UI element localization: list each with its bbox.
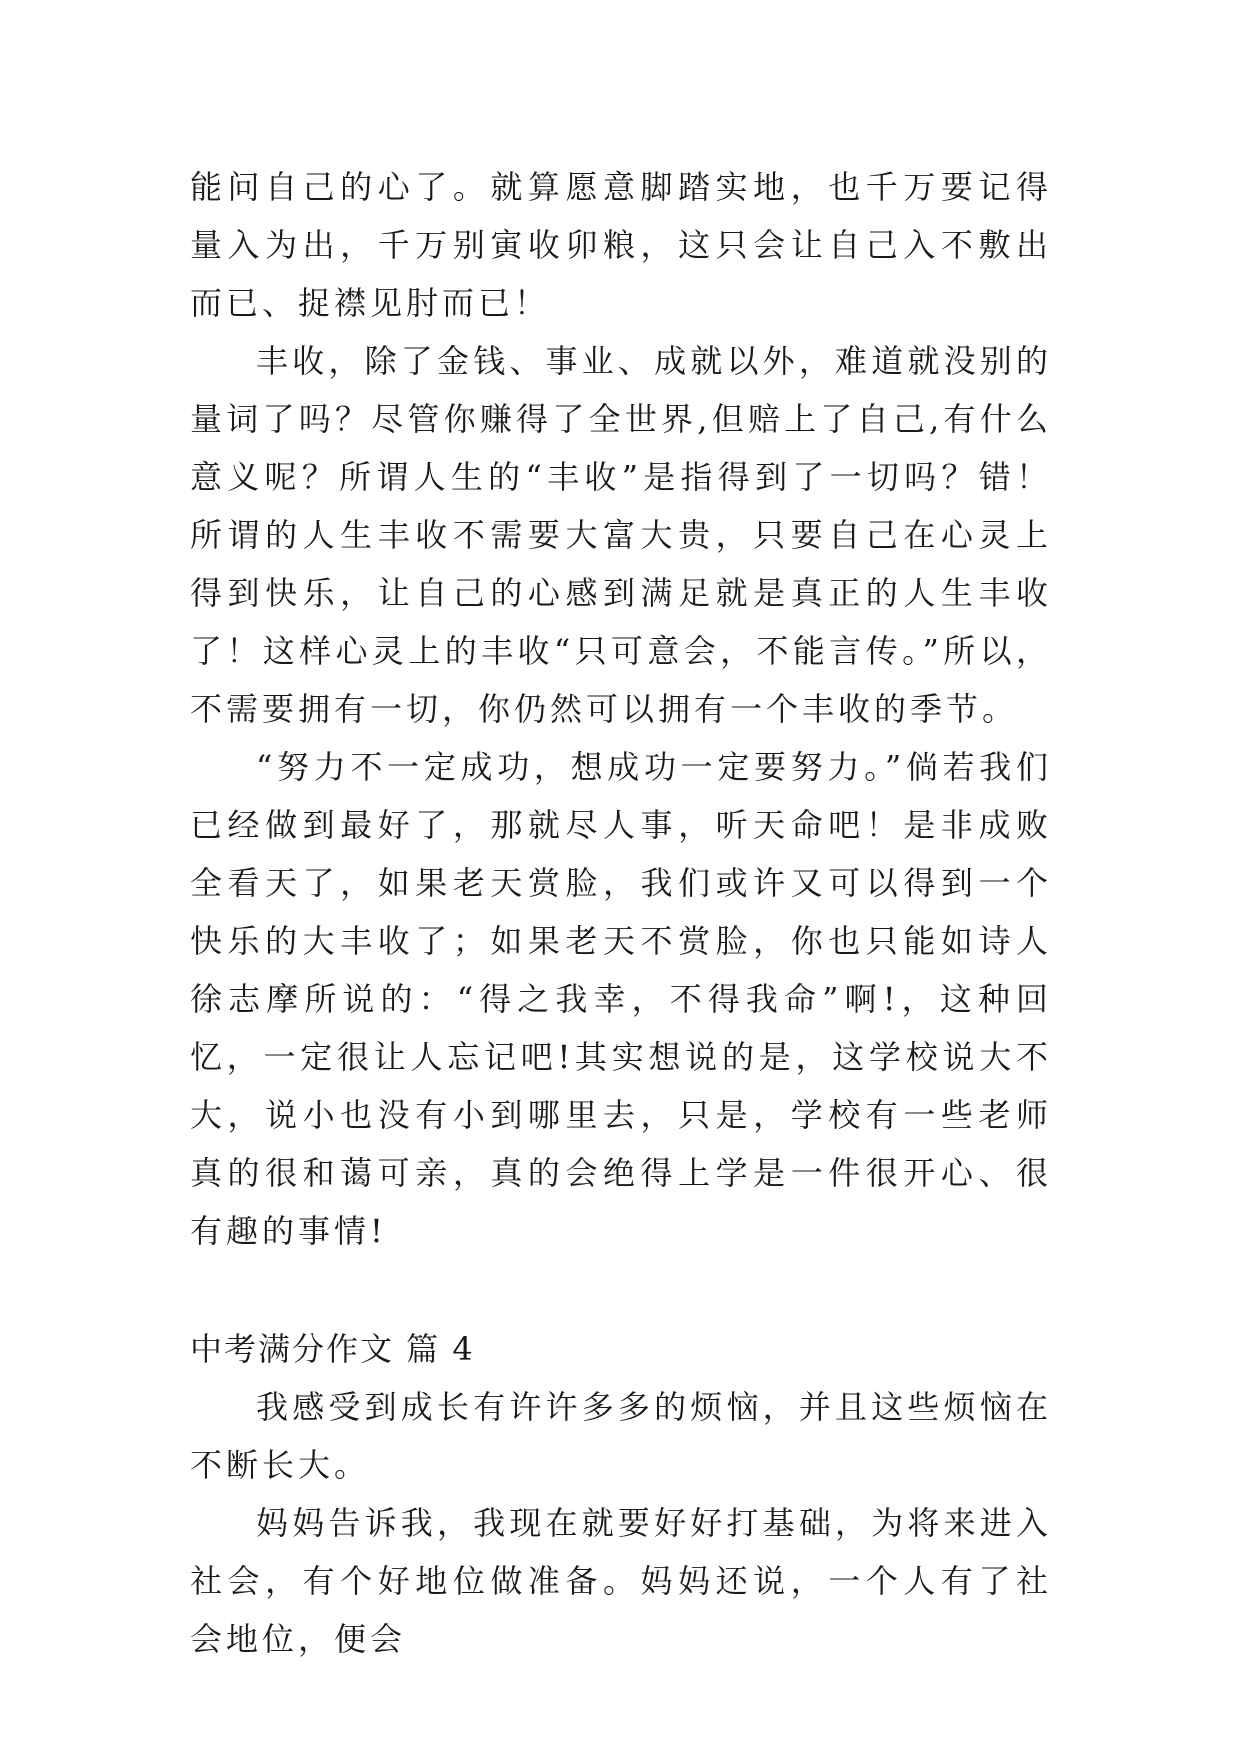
paragraph-1: 能问自己的心了。就算愿意脚踏实地，也千万要记得量入为出，千万别寅收卯粮，这只会让自己入不敷出而已、捉襟见肘而已！ [190,168,1052,322]
paragraph-2: 丰收，除了金钱、事业、成就以外，难道就没别的量词了吗？尽管你赚得了全世界,但赔上了自己,有什么意义呢？所谓人生的“丰收”是指得到了一切吗？错！所谓的人生丰收不需要大富大贵，只要自己在心灵上得到快乐，让自己的心感到满足就是真正的人生丰收了！这样心灵上的丰收“只可意会，不能言传。”所以，不需要拥有一切，你仍然可以拥有一个丰收的季节。 [190,342,1052,728]
section-title: 中考满分作文 篇 4 [190,1330,475,1368]
paragraph-4: 我感受到成长有许许多多的烦恼，并且这些烦恼在不断长大。 [190,1388,1052,1484]
paragraph-3: “努力不一定成功，想成功一定要努力。”倘若我们已经做到最好了，那就尽人事，听天命吧！是非成败全看天了，如果老天赏脸，我们或许又可以得到一个快乐的大丰收了；如果老天不赏脸，你也只能如诗人徐志摩所说的：“得之我幸，不得我命”啊!，这种回忆，一定很让人忘记吧!其实想说的是，这学校说大不大，说小也没有小到哪里去，只是，学校有一些老师真的很和蔼可亲，真的会绝得上学是一件很开心、很有趣的事情! [190,748,1052,1250]
paragraph-5: 妈妈告诉我，我现在就要好好打基础，为将来进入社会，有个好地位做准备。妈妈还说，一个人有了社会地位，便会 [190,1504,1052,1658]
document-body [190,158,1052,1668]
